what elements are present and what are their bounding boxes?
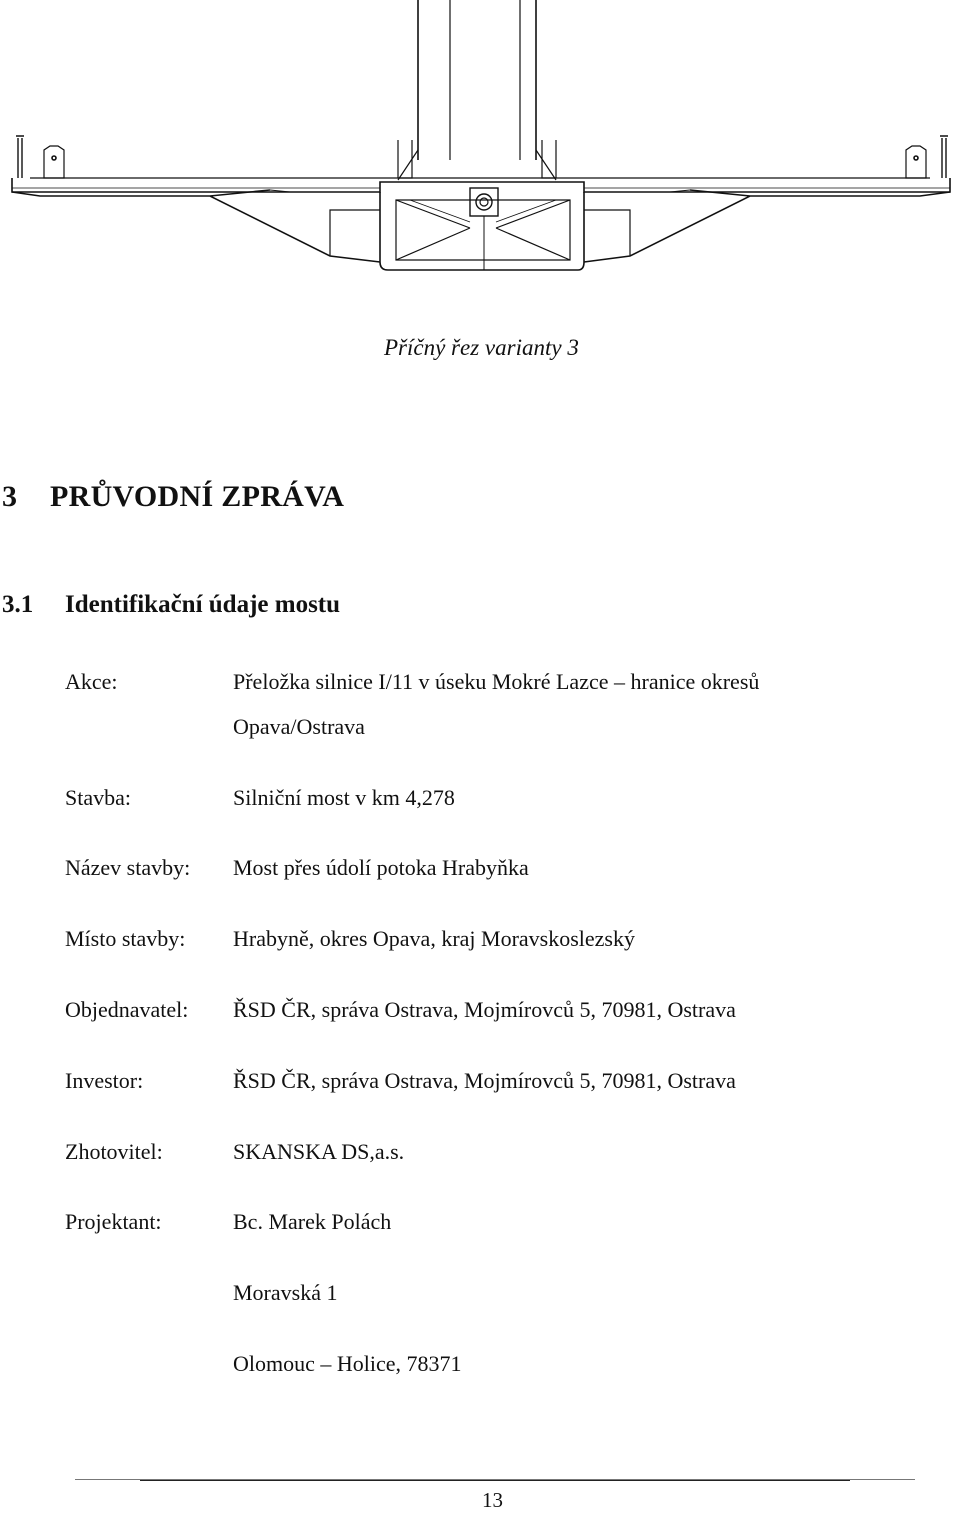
nazev-label: Název stavby:: [65, 855, 191, 880]
section-heading: [2, 591, 340, 619]
chapter-title: PRŮVODNÍ ZPRÁVA: [50, 480, 345, 513]
footer-divider-dark: [140, 1480, 850, 1481]
zhotovitel-value: SKANSKA DS,a.s.: [233, 1139, 405, 1164]
box-girder: [380, 192, 584, 270]
akce-value-line1: Přeložka silnice I/11 v úseku Mokré Lazce – hranice okresů: [233, 669, 760, 694]
investor-value: ŘSD ČR, správa Ostrava, Mojmírovců 5, 70981, Ostrava: [233, 1068, 736, 1093]
bridge-cross-section-drawing: [0, 0, 960, 300]
pylon-outline: [418, 0, 536, 160]
objednavatel-label: Objednavatel:: [65, 997, 189, 1022]
zhotovitel-label: Zhotovitel:: [65, 1139, 163, 1164]
deck-top: [12, 178, 950, 192]
investor-label: Investor:: [65, 1068, 144, 1093]
akce-value-line2: Opava/Ostrava: [233, 714, 365, 739]
objednavatel-value: ŘSD ČR, správa Ostrava, Mojmírovců 5, 70981, Ostrava: [233, 997, 736, 1022]
chapter-number: 3: [2, 480, 18, 513]
section-number: 3.1: [2, 591, 34, 618]
section-title: Identifikační údaje mostu: [65, 591, 341, 618]
left-railing: [16, 136, 24, 178]
stavba-value: Silniční most v km 4,278: [233, 785, 455, 810]
right-railing: [940, 136, 948, 178]
left-cantilever: [12, 190, 380, 262]
misto-label: Místo stavby:: [65, 926, 186, 951]
projektant-value-line3: Olomouc – Holice, 78371: [233, 1351, 462, 1376]
misto-value: Hrabyně, okres Opava, kraj Moravskoslezský: [233, 926, 635, 951]
figure-caption: Příčný řez varianty 3: [384, 335, 579, 360]
stavba-label: Stavba:: [65, 785, 131, 810]
akce-label: Akce:: [65, 669, 118, 694]
nazev-value: Most přes údolí potoka Hrabyňka: [233, 855, 529, 880]
projektant-value-line1: Bc. Marek Polách: [233, 1209, 392, 1234]
projektant-label: Projektant:: [65, 1209, 162, 1234]
pylon-inner: [450, 0, 520, 160]
chapter-heading: [2, 480, 344, 514]
right-cantilever: [584, 190, 950, 262]
projektant-value-line2: Moravská 1: [233, 1280, 338, 1305]
page-number: 13: [482, 1488, 503, 1512]
